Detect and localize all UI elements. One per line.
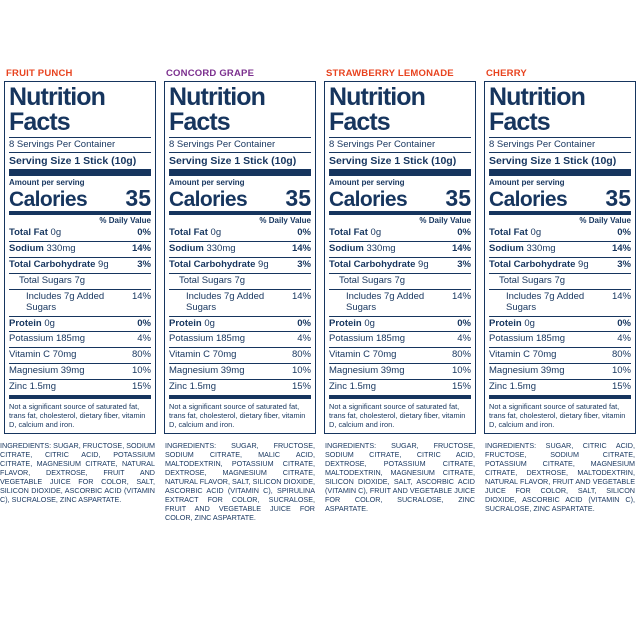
calories-label: Calories — [329, 188, 408, 211]
nutrient-row — [329, 317, 471, 332]
nutrient-name: Vitamin C 70mg — [169, 349, 237, 361]
nutrition-facts-label — [4, 81, 156, 434]
nutrient-percent: 10% — [611, 365, 631, 377]
nutrient-name: Vitamin C 70mg — [489, 349, 557, 361]
nutrient-row — [169, 348, 311, 363]
nutrient-rows — [489, 226, 631, 395]
nutrient-percent: 3% — [297, 258, 311, 270]
nutrient-row — [9, 364, 151, 379]
label-title: Nutrition Facts — [9, 83, 106, 136]
nutrient-row — [9, 332, 151, 347]
servings-per-container: 8 Servings Per Container — [489, 139, 596, 150]
nutrient-row — [169, 380, 311, 395]
nutrient-name: Total Sugars 7g — [499, 274, 566, 286]
calories-row — [169, 187, 311, 211]
nutrient-name: Magnesium 39mg — [329, 365, 405, 377]
nutrient-name: Sodium 330mg — [9, 242, 76, 254]
nutrient-percent: 3% — [137, 258, 151, 270]
nutrient-percent: 14% — [291, 290, 311, 302]
label-title: Nutrition Facts — [489, 83, 586, 136]
daily-value-header: % Daily Value — [259, 216, 311, 225]
nutrition-panel-cherry — [484, 68, 636, 630]
label-title: Nutrition Facts — [329, 83, 426, 136]
nutrient-name: Vitamin C 70mg — [329, 349, 397, 361]
ingredients-text: INGREDIENTS: SUGAR, FRUCTOSE, SODIUM CITRATE, MALIC ACID, MALTODEXTRIN, POTASSIUM CITRATE, DEXTROSE, MAGNESIUM CITRATE, NATURAL FLAVOR, SALT, SILICON DIOXIDE, ASCORBIC ACID (VITAMIN C), SPIRULINA EXTRACT FOR COLOR, SUCRALOSE, FRUIT AND VEGETABLE JUICE FOR COLOR, ZINC ASPARTATE. — [165, 441, 315, 523]
flavor-title: CHERRY — [486, 68, 527, 79]
nutrient-row — [169, 332, 311, 347]
nutrient-percent: 4% — [297, 333, 311, 345]
nutrient-name: Potassium 185mg — [489, 333, 566, 345]
nutrient-name: Total Sugars 7g — [19, 274, 86, 286]
nutrient-name: Zinc 1.5mg — [329, 381, 376, 393]
nutrition-facts-label — [164, 81, 316, 434]
nutrient-percent: 0% — [457, 227, 471, 238]
nutrient-row — [9, 258, 151, 273]
ingredients-text: INGREDIENTS: SUGAR, CITRIC ACID, FRUCTOSE, SODIUM CITRATE, POTASSIUM CITRATE, MAGNESIUM CITRATE, DEXTROSE, MALTODEXTRIN, NATURAL FLAVOR, FRUIT AND VEGETABLE JUICE FOR COLOR, SALT, SILICON DIOXIDE, ASCORBIC ACID (VITAMIN C), SUCRALOSE, ZINC ASPARTATE. — [485, 441, 635, 514]
nutrient-row — [169, 317, 311, 332]
nutrient-name: Zinc 1.5mg — [9, 381, 56, 393]
calories-value: 35 — [285, 185, 311, 211]
nutrient-percent: 14% — [611, 242, 631, 254]
calories-row — [489, 187, 631, 211]
nutrient-name: Includes 7g Added Sugars — [506, 290, 585, 313]
nutrient-percent: 80% — [611, 349, 631, 361]
nutrient-name: Total Carbohydrate 9g — [489, 258, 589, 270]
nutrient-percent: 80% — [131, 349, 151, 361]
daily-value-header: % Daily Value — [419, 216, 471, 225]
nutrient-row — [9, 226, 151, 241]
nutrient-percent: 14% — [291, 242, 311, 254]
nutrient-rows — [329, 226, 471, 395]
nutrient-percent: 4% — [137, 333, 151, 345]
nutrient-name: Protein 0g — [9, 317, 55, 329]
nutrient-percent: 10% — [291, 365, 311, 377]
nutrient-row — [489, 258, 631, 273]
nutrient-row — [169, 242, 311, 257]
calories-label: Calories — [9, 188, 88, 211]
calories-value: 35 — [125, 185, 151, 211]
nutrient-row — [489, 274, 631, 289]
nutrient-row — [489, 242, 631, 257]
nutrient-name: Includes 7g Added Sugars — [186, 290, 265, 313]
nutrient-percent: 3% — [457, 258, 471, 270]
nutrient-name: Total Fat 0g — [169, 227, 222, 238]
amount-per-serving: Amount per serving — [169, 178, 245, 187]
nutrient-name: Includes 7g Added Sugars — [26, 290, 105, 313]
nutrient-name: Total Fat 0g — [9, 227, 62, 238]
nutrient-row — [329, 226, 471, 241]
ingredients-text: INGREDIENTS: SUGAR, FRUCTOSE, SODIUM CITRATE, CITRIC ACID, POTASSIUM CITRATE, MAGNESIUM CITRATE, NATURAL FLAVOR, DEXTROSE, FRUIT AND VEGETABLE JUICE FOR COLOR, SALT, SILICON DIOXIDE, ASCORBIC ACID (VITAMIN C), SUCRALOSE, ZINC ASPARTATE. — [0, 441, 155, 505]
calories-label: Calories — [169, 188, 248, 211]
nutrient-row — [329, 242, 471, 257]
nutrition-panel-strawberry-lemonade — [324, 68, 476, 630]
calories-label: Calories — [489, 188, 568, 211]
nutrient-rows — [9, 226, 151, 395]
nutrient-percent: 15% — [291, 381, 311, 393]
calories-value: 35 — [605, 185, 631, 211]
nutrient-name: Vitamin C 70mg — [9, 349, 77, 361]
footnote: Not a significant source of saturated fat, trans fat, cholesterol, dietary fiber, vitamin D, calcium and iron. — [9, 402, 146, 430]
nutrient-row — [329, 380, 471, 395]
nutrient-percent: 15% — [131, 381, 151, 393]
calories-value: 35 — [445, 185, 471, 211]
nutrient-percent: 14% — [611, 290, 631, 302]
nutrient-percent: 4% — [457, 333, 471, 345]
serving-size: Serving Size 1 Stick (10g) — [169, 155, 297, 167]
nutrient-name: Zinc 1.5mg — [169, 381, 216, 393]
nutrient-name: Total Carbohydrate 9g — [329, 258, 429, 270]
nutrient-row — [489, 290, 631, 316]
nutrient-name: Sodium 330mg — [489, 242, 556, 254]
nutrient-row — [489, 380, 631, 395]
nutrient-percent: 10% — [451, 365, 471, 377]
servings-per-container: 8 Servings Per Container — [169, 139, 276, 150]
nutrient-row — [329, 332, 471, 347]
nutrient-percent: 0% — [137, 227, 151, 238]
footnote: Not a significant source of saturated fat, trans fat, cholesterol, dietary fiber, vitamin D, calcium and iron. — [489, 402, 626, 430]
daily-value-header: % Daily Value — [579, 216, 631, 225]
nutrient-percent: 0% — [617, 317, 631, 329]
nutrient-name: Total Fat 0g — [489, 227, 542, 238]
nutrient-name: Includes 7g Added Sugars — [346, 290, 425, 313]
nutrient-name: Potassium 185mg — [329, 333, 406, 345]
nutrient-percent: 3% — [617, 258, 631, 270]
nutrient-name: Total Carbohydrate 9g — [169, 258, 269, 270]
daily-value-header: % Daily Value — [99, 216, 151, 225]
nutrient-row — [489, 226, 631, 241]
footnote: Not a significant source of saturated fat, trans fat, cholesterol, dietary fiber, vitamin D, calcium and iron. — [169, 402, 306, 430]
servings-per-container: 8 Servings Per Container — [329, 139, 436, 150]
amount-per-serving: Amount per serving — [9, 178, 85, 187]
footnote: Not a significant source of saturated fat, trans fat, cholesterol, dietary fiber, vitamin D, calcium and iron. — [329, 402, 466, 430]
label-title: Nutrition Facts — [169, 83, 266, 136]
nutrient-name: Protein 0g — [489, 317, 535, 329]
nutrition-panel-concord-grape — [164, 68, 316, 630]
nutrition-facts-label — [324, 81, 476, 434]
flavor-title: FRUIT PUNCH — [6, 68, 73, 79]
nutrient-rows — [169, 226, 311, 395]
nutrient-name: Sodium 330mg — [169, 242, 236, 254]
nutrient-row — [329, 274, 471, 289]
nutrient-percent: 0% — [617, 227, 631, 238]
nutrient-percent: 0% — [297, 317, 311, 329]
amount-per-serving: Amount per serving — [329, 178, 405, 187]
nutrient-row — [329, 348, 471, 363]
nutrient-name: Zinc 1.5mg — [489, 381, 536, 393]
servings-per-container: 8 Servings Per Container — [9, 139, 116, 150]
nutrient-row — [169, 274, 311, 289]
nutrient-percent: 14% — [451, 242, 471, 254]
flavor-title: CONCORD GRAPE — [166, 68, 255, 79]
nutrition-facts-label — [484, 81, 636, 434]
nutrient-percent: 14% — [451, 290, 471, 302]
nutrient-percent: 80% — [291, 349, 311, 361]
nutrient-row — [169, 290, 311, 316]
nutrient-row — [9, 380, 151, 395]
calories-row — [9, 187, 151, 211]
nutrient-percent: 0% — [137, 317, 151, 329]
nutrient-name: Sodium 330mg — [329, 242, 396, 254]
nutrient-row — [489, 348, 631, 363]
nutrient-percent: 0% — [457, 317, 471, 329]
nutrient-row — [489, 364, 631, 379]
nutrient-name: Protein 0g — [329, 317, 375, 329]
nutrient-name: Magnesium 39mg — [169, 365, 245, 377]
nutrient-percent: 14% — [131, 290, 151, 302]
nutrient-row — [329, 290, 471, 316]
nutrient-row — [169, 258, 311, 273]
nutrient-row — [9, 348, 151, 363]
nutrient-percent: 15% — [451, 381, 471, 393]
nutrient-name: Magnesium 39mg — [489, 365, 565, 377]
flavor-title: STRAWBERRY LEMONADE — [326, 68, 454, 79]
calories-row — [329, 187, 471, 211]
serving-size: Serving Size 1 Stick (10g) — [9, 155, 137, 167]
nutrient-row — [169, 226, 311, 241]
nutrient-name: Total Carbohydrate 9g — [9, 258, 109, 270]
nutrient-row — [329, 364, 471, 379]
nutrient-name: Protein 0g — [169, 317, 215, 329]
nutrient-percent: 15% — [611, 381, 631, 393]
nutrient-row — [489, 317, 631, 332]
nutrient-percent: 80% — [451, 349, 471, 361]
nutrient-name: Magnesium 39mg — [9, 365, 85, 377]
nutrient-name: Potassium 185mg — [169, 333, 246, 345]
nutrient-row — [489, 332, 631, 347]
nutrient-name: Total Fat 0g — [329, 227, 382, 238]
nutrient-row — [9, 242, 151, 257]
nutrient-row — [9, 317, 151, 332]
nutrient-row — [169, 364, 311, 379]
nutrition-panel-fruit-punch — [0, 68, 156, 630]
nutrient-percent: 4% — [617, 333, 631, 345]
amount-per-serving: Amount per serving — [489, 178, 565, 187]
nutrient-percent: 10% — [131, 365, 151, 377]
nutrient-percent: 14% — [131, 242, 151, 254]
nutrient-row — [9, 274, 151, 289]
ingredients-text: INGREDIENTS: SUGAR, FRUCTOSE, SODIUM CITRATE, CITRIC ACID, DEXTROSE, POTASSIUM CITRATE, MALTODEXTRIN, MAGNESIUM CITRATE, SILICON DIOXIDE, SALT, ASCORBIC ACID (VITAMIN C), FRUIT AND VEGETABLE JUICE FOR COLOR, SUCRALOSE, ZINC ASPARTATE. — [325, 441, 475, 514]
nutrient-name: Total Sugars 7g — [179, 274, 246, 286]
nutrient-row — [9, 290, 151, 316]
serving-size: Serving Size 1 Stick (10g) — [489, 155, 617, 167]
serving-size: Serving Size 1 Stick (10g) — [329, 155, 457, 167]
nutrient-percent: 0% — [297, 227, 311, 238]
nutrient-row — [329, 258, 471, 273]
nutrient-name: Total Sugars 7g — [339, 274, 406, 286]
nutrient-name: Potassium 185mg — [9, 333, 86, 345]
